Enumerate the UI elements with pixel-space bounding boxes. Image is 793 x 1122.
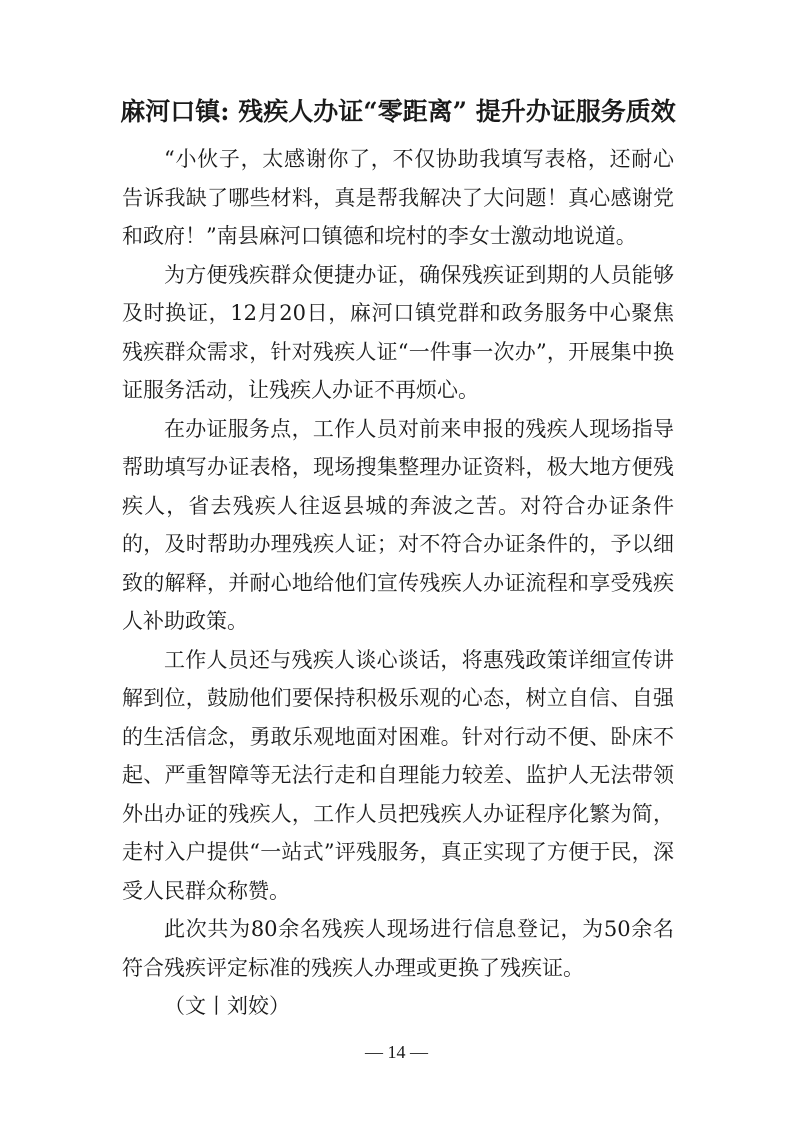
paragraph-quote: “小伙子，太感谢你了，不仅协助我填写表格，还耐心告诉我缺了哪些材料，真是帮我解决了大问题！真心感谢党和政府！”南县麻河口镇德和垸村的李女士激动地说道。: [122, 147, 674, 248]
article-title: 麻河口镇: 残疾人办证“零距离” 提升办证服务质效: [120, 97, 676, 126]
article-body: [122, 140, 674, 1026]
paragraph-background: 为方便残疾群众便捷办证，确保残疾证到期的人员能够及时换证，12月20日，麻河口镇党群和政务服务中心聚焦残疾群众需求，针对残疾人证“一件事一次办”，开展集中换证服务活动，让残疾人办证不再烦心。: [122, 262, 674, 402]
byline: （文丨刘姣）: [164, 994, 290, 1018]
paragraph-service-point: 在办证服务点，工作人员对前来申报的残疾人现场指导帮助填写办证表格，现场搜集整理办证资料，极大地方便残疾人，省去残疾人往返县城的奔波之苦。对符合办证条件的，及时帮助办理残疾人证；对不符合办证条件的，予以细致的解释，并耐心地给他们宣传残疾人办证流程和享受残疾人补助政策。: [122, 416, 674, 633]
paragraph-summary: 此次共为80余名残疾人现场进行信息登记，为50余名符合残疾评定标准的残疾人办理或更换了残疾证。: [122, 917, 674, 980]
paragraph-outreach: 工作人员还与残疾人谈心谈话，将惠残政策详细宣传讲解到位，鼓励他们要保持积极乐观的心态，树立自信、自强的生活信念，勇敢乐观地面对困难。针对行动不便、卧床不起、严重智障等无法行走和自理能力较差、监护人无法带领外出办证的残疾人，工作人员把残疾人办证程序化繁为简，走村入户提供“一站式”评残服务，真正实现了方便于民，深受人民群众称赞。: [122, 647, 674, 903]
page-number: — 14 —: [365, 1042, 428, 1062]
